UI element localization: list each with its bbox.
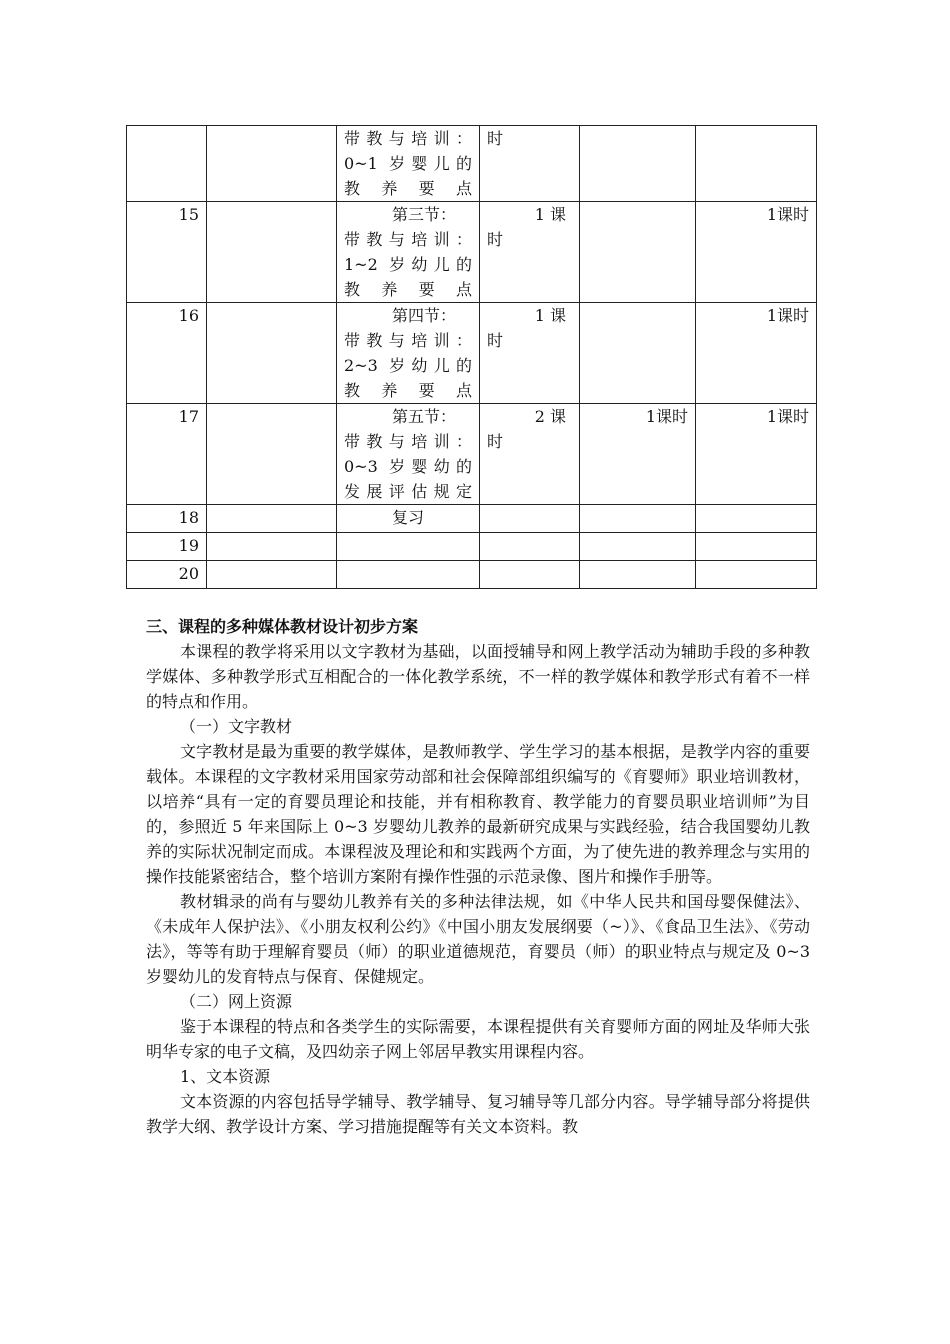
subheading-text-resources: 1、文本资源 [180, 1067, 271, 1086]
topic-line: 0~3 岁婴幼的 [344, 457, 472, 476]
subheading-text-materials: （一）文字教材 [180, 717, 293, 736]
lecture-hours-cell [580, 505, 696, 533]
practice-hours-cell [696, 533, 817, 561]
text-materials-paragraph: 文字教材是最为重要的教学媒体，是教师教学、学生学习的基本根据，是教学内容的重要载体。本课程的文字教材采用国家劳动部和社会保障部组织编写的《育婴师》职业培训教材，以培养“具有一定的育婴员理论和技能，并有相称教育、教学能力的育婴员职业培训师”为目的，参照近 5 年来国际上 0~3 岁婴幼儿教养的最新研究成果与实践经验，结合我国婴幼儿教养的实际状况制定而成。本课程波及理论和和实践两个方面，为了使先进的教养理念与实用的操作技能紧密结合，整个培训方案附有操作性强的示范录像、图片和操作手册等。 [146, 742, 810, 886]
topic-cell [337, 561, 480, 589]
topic-line: 带教与培训： [344, 230, 472, 249]
lecture-hours-cell [580, 202, 696, 303]
hours-cell [480, 202, 580, 303]
course-schedule-table [126, 125, 817, 589]
topic-line: 2~3 岁幼儿的 [344, 356, 472, 375]
lecture-hours-cell [580, 533, 696, 561]
topic-line: 发展评估规定 [344, 482, 472, 501]
practice-hours-cell [696, 126, 817, 202]
week-number-cell: 18 [127, 505, 207, 533]
table-row [127, 505, 817, 533]
chapter-cell [207, 303, 337, 404]
topic-cell [337, 303, 480, 404]
topic-cell [337, 126, 480, 202]
practice-hours-cell: 1课时 [696, 202, 817, 303]
table-row [127, 533, 817, 561]
hours-line: 2 课 [534, 407, 566, 426]
topic-line: 0~1 岁婴儿的 [344, 154, 472, 173]
hours-cell [480, 533, 580, 561]
lecture-hours-cell [580, 561, 696, 589]
online-resources-paragraph: 鉴于本课程的特点和各类学生的实际需要，本课程提供有关育婴师方面的网址及华师大张明华专家的电子文稿，及四幼亲子网上邻居早教实用课程内容。 [146, 1017, 810, 1061]
hours-cell [480, 126, 580, 202]
topic-cell [337, 533, 480, 561]
table-row [127, 202, 817, 303]
intro-paragraph: 本课程的教学将采用以文字教材为基础，以面授辅导和网上教学活动为辅助手段的多种教学媒体、多种教学形式互相配合的一体化教学系统，不一样的教学媒体和教学形式有着不一样的特点和作用。 [146, 642, 810, 711]
practice-hours-cell [696, 505, 817, 533]
topic-line: 教养要点 [344, 280, 472, 299]
section-three [146, 614, 810, 1139]
topic-line: 复习 [392, 508, 425, 527]
week-number-cell: 17 [127, 404, 207, 505]
practice-hours-cell: 1课时 [696, 404, 817, 505]
hours-line: 1 课 [534, 205, 566, 224]
lecture-hours-cell [580, 126, 696, 202]
topic-line: 第三节： [392, 205, 457, 224]
chapter-cell [207, 404, 337, 505]
chapter-cell [207, 561, 337, 589]
practice-hours-cell [696, 561, 817, 589]
schedule-table-body [127, 126, 817, 589]
hours-line: 时 [487, 129, 504, 148]
topic-cell [337, 505, 480, 533]
chapter-cell [207, 505, 337, 533]
topic-cell [337, 404, 480, 505]
chapter-cell [207, 533, 337, 561]
week-number-cell: 19 [127, 533, 207, 561]
topic-line: 带教与培训： [344, 129, 472, 148]
hours-cell [480, 561, 580, 589]
topic-line: 教养要点 [344, 381, 472, 400]
hours-line: 时 [487, 432, 504, 451]
topic-line: 教养要点 [344, 179, 472, 198]
table-row [127, 126, 817, 202]
table-row [127, 404, 817, 505]
week-number-cell [127, 126, 207, 202]
practice-hours-cell: 1课时 [696, 303, 817, 404]
hours-cell [480, 303, 580, 404]
topic-line: 带教与培训： [344, 432, 472, 451]
table-row [127, 561, 817, 589]
topic-line: 带教与培训： [344, 331, 472, 350]
week-number-cell: 20 [127, 561, 207, 589]
chapter-cell [207, 202, 337, 303]
lecture-hours-cell: 1课时 [580, 404, 696, 505]
laws-paragraph: 教材辑录的尚有与婴幼儿教养有关的多种法律法规，如《中华人民共和国母婴保健法》、《未成年人保护法》、《小朋友权利公约》《中国小朋友发展纲要（~）》、《食品卫生法》、《劳动法》，等等有助于理解育婴员（师）的职业道德规范，育婴员（师）的职业特点与规定及 0~3 岁婴幼儿的发育特点与保育、保健规定。 [146, 892, 810, 986]
hours-cell [480, 505, 580, 533]
topic-line: 第四节： [392, 306, 457, 325]
hours-cell [480, 404, 580, 505]
hours-line: 1 课 [534, 306, 566, 325]
topic-line: 第五节： [392, 407, 457, 426]
text-resources-paragraph: 文本资源的内容包括导学辅导、教学辅导、复习辅导等几部分内容。导学辅导部分将提供教学大纲、教学设计方案、学习措施提醒等有关文本资料。教 [146, 1092, 810, 1136]
table-row [127, 303, 817, 404]
week-number-cell: 16 [127, 303, 207, 404]
subheading-online-resources: （二）网上资源 [180, 992, 293, 1011]
topic-cell [337, 202, 480, 303]
section-heading: 三、课程的多种媒体教材设计初步方案 [146, 617, 419, 636]
chapter-cell [207, 126, 337, 202]
topic-line: 1~2 岁幼儿的 [344, 255, 472, 274]
week-number-cell: 15 [127, 202, 207, 303]
hours-line: 时 [487, 331, 504, 350]
hours-line: 时 [487, 230, 504, 249]
lecture-hours-cell [580, 303, 696, 404]
